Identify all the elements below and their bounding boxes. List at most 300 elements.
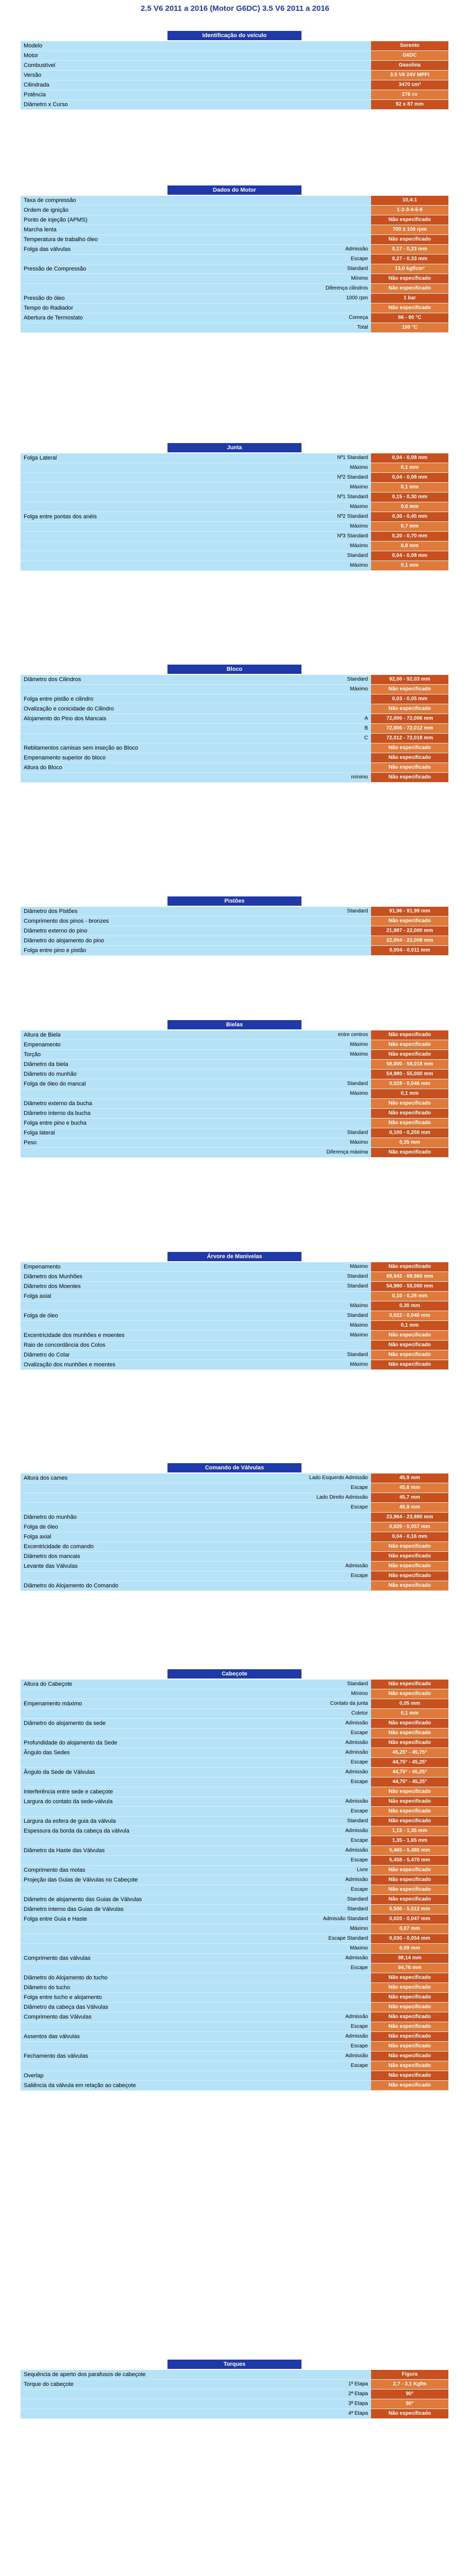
spec-value: Não especificado <box>371 1797 448 1806</box>
table-row <box>21 323 448 333</box>
spec-value: Não especificado <box>371 2052 448 2061</box>
table-row <box>21 1944 448 1954</box>
spec-value: 0,1 mm <box>371 483 448 492</box>
table-row <box>21 1719 448 1728</box>
spec-condition <box>301 936 371 945</box>
spec-label <box>21 2399 301 2409</box>
section-header: Comando de Válvulas <box>167 1463 301 1472</box>
spec-value: 58,000 - 58,018 mm <box>371 1060 448 1069</box>
spec-label: Ovalização e conicidade do Cilindro <box>24 706 114 712</box>
spec-condition: Escape <box>350 1504 368 1510</box>
spec-condition: Admissão <box>345 2033 368 2039</box>
spec-label: Excentricidade dos munhões e moentes <box>24 1332 125 1338</box>
table-row <box>21 675 448 685</box>
spec-condition: Standard <box>347 1681 368 1687</box>
spec-value: Não especificado <box>371 2012 448 2022</box>
spec-condition: Admissão <box>345 1720 368 1726</box>
spec-value: 54,980 - 55,000 mm <box>371 1282 448 1291</box>
spec-label <box>21 561 301 570</box>
spec-value: Não especificado <box>371 1331 448 1340</box>
section <box>21 665 448 783</box>
spec-value: Não especificado <box>371 1728 448 1738</box>
table-row <box>21 235 448 245</box>
spec-value: 0,100 - 0,250 mm <box>371 1128 448 1138</box>
spec-value: Não especificado <box>371 2081 448 2090</box>
table-row <box>21 1797 448 1807</box>
table-row <box>21 1571 448 1581</box>
spec-value: 276 cv <box>371 90 448 99</box>
spec-condition <box>301 61 371 70</box>
spec-value: 0,1 mm <box>371 1089 448 1098</box>
spec-value: 72,012 - 72,018 mm <box>371 734 448 743</box>
spec-condition: Admissão <box>345 2014 368 2020</box>
table-row <box>21 453 448 463</box>
page-title: 2.5 V6 2011 a 2016 (Motor G6DC) 3.5 V6 2011 a 2016 <box>140 4 330 13</box>
table-row <box>21 2380 448 2389</box>
spec-label <box>21 473 301 482</box>
spec-value: 98,14 mm <box>371 1954 448 1963</box>
table-row <box>21 2071 448 2081</box>
spec-condition: 2ª Etapa <box>348 2391 368 2397</box>
spec-condition <box>301 1341 371 1350</box>
table-row <box>21 1138 448 1148</box>
spec-value: 5,458 - 5,470 mm <box>371 1856 448 1865</box>
spec-value: 100 °C <box>371 323 448 332</box>
spec-condition: 1ª Etapa <box>348 2381 368 2387</box>
table-row <box>21 532 448 541</box>
spec-value: 0,020 - 0,047 mm <box>371 1914 448 1924</box>
spec-condition: Diferença cilindros <box>325 285 368 291</box>
table-row <box>21 1768 448 1777</box>
table-row <box>21 245 448 255</box>
spec-condition: Escape <box>350 2024 368 2029</box>
table-row <box>21 284 448 294</box>
spec-label <box>21 1924 301 1934</box>
spec-value: 72,006 - 72,012 mm <box>371 724 448 733</box>
spec-condition: Escape <box>350 1759 368 1765</box>
spec-condition: Diferença máxima <box>326 1149 368 1155</box>
spec-condition <box>301 1118 371 1128</box>
spec-condition: Standard <box>347 1906 368 1912</box>
spec-condition <box>301 946 371 955</box>
spec-label: Ângulo das Sedes <box>24 1750 70 1756</box>
table-row <box>21 90 448 100</box>
spec-label <box>21 1944 301 1953</box>
spec-condition: Máximo <box>349 563 368 568</box>
spec-label: Excentricidade do comando <box>24 1544 94 1550</box>
spec-label: Taxa de compressão <box>24 197 76 204</box>
spec-value: Gasolina <box>371 61 448 70</box>
spec-label: Folga das válvulas <box>24 246 71 252</box>
table-row <box>21 215 448 225</box>
spec-label <box>21 685 301 694</box>
spec-condition: Total <box>357 325 368 330</box>
spec-value: 0,8 mm <box>371 541 448 551</box>
table-row <box>21 1680 448 1689</box>
table-row <box>21 1522 448 1532</box>
table-row <box>21 522 448 532</box>
spec-condition: Escape <box>350 1573 368 1579</box>
table-row <box>21 1272 448 1282</box>
spec-label <box>21 1807 301 1816</box>
table-row <box>21 1341 448 1350</box>
spec-label: Altura do Cabeçote <box>24 1681 73 1687</box>
table-row <box>21 1954 448 1963</box>
spec-value: 0,09 mm <box>371 1944 448 1953</box>
spec-value: 45,6 mm <box>371 1483 448 1493</box>
spec-condition: Máximo <box>349 1945 368 1951</box>
spec-label: Folga entre pistão e cilindro <box>24 696 94 702</box>
spec-label <box>21 1963 301 1973</box>
spec-label <box>21 532 301 541</box>
spec-condition: Escape <box>350 1730 368 1736</box>
spec-value: 0,022 - 0,040 mm <box>371 1311 448 1320</box>
table-row <box>21 1934 448 1944</box>
spec-value: Não especificado <box>371 704 448 714</box>
spec-condition: Admissão <box>345 1828 368 1834</box>
spec-condition: Standard <box>347 908 368 914</box>
spec-label: Raio de concordância dos Colos <box>24 1342 106 1348</box>
spec-condition <box>301 90 371 99</box>
spec-value: Não especificado <box>371 1542 448 1551</box>
section-header: Junta <box>167 443 301 452</box>
spec-label <box>21 1836 301 1845</box>
spec-value: Não especificado <box>371 743 448 753</box>
table-row <box>21 1817 448 1826</box>
table-row <box>21 1128 448 1138</box>
spec-value: Não especificado <box>371 1050 448 1059</box>
spec-label: Motor <box>24 53 39 59</box>
spec-label: Diâmetro interno da bucha <box>24 1110 91 1116</box>
section-header: Dados do Motor <box>167 185 301 195</box>
spec-value: Não especificado <box>371 1983 448 1992</box>
table-row <box>21 255 448 264</box>
table-row <box>21 1728 448 1738</box>
table-row <box>21 551 448 561</box>
spec-value: 92 x 87 mm <box>371 100 448 109</box>
spec-value: 90° <box>371 2399 448 2409</box>
table-row <box>21 685 448 694</box>
spec-value: 0,1 mm <box>371 561 448 570</box>
table-row <box>21 704 448 714</box>
section <box>21 1020 448 1158</box>
table-row <box>21 1895 448 1905</box>
spec-condition: Máximo <box>349 484 368 490</box>
table-row <box>21 1866 448 1875</box>
table-row <box>21 2081 448 2091</box>
spec-value: Não especificado <box>371 685 448 694</box>
spec-value: 44,75° - 45,25° <box>371 1777 448 1787</box>
spec-value: 0,27 - 0,33 mm <box>371 255 448 264</box>
spec-condition <box>301 2370 371 2379</box>
spec-label: Diâmetro dos Pistões <box>24 908 78 914</box>
spec-value: Não especificado <box>371 1040 448 1049</box>
spec-value: 2,7 - 3,1 Kgfm <box>371 2380 448 2389</box>
spec-value: Não especificado <box>371 2003 448 2012</box>
spec-condition <box>301 235 371 244</box>
spec-condition <box>301 1109 371 1118</box>
spec-label: Diâmetro do Alojamento do tucho <box>24 1975 108 1981</box>
spec-label <box>21 734 301 743</box>
spec-table <box>21 1030 448 1158</box>
section <box>21 2360 448 2419</box>
table-row <box>21 1914 448 1924</box>
table-row <box>21 1473 448 1483</box>
table-row <box>21 2370 448 2380</box>
table-row <box>21 1826 448 1836</box>
table-row <box>21 303 448 313</box>
table-row <box>21 1360 448 1370</box>
spec-condition: entre centros <box>338 1032 368 1038</box>
spec-condition <box>301 303 371 313</box>
spec-condition: Standard <box>347 1130 368 1136</box>
spec-condition: Standard <box>347 1283 368 1289</box>
spec-label: Diâmetro do munhão <box>24 1071 77 1077</box>
section <box>21 896 448 956</box>
spec-label <box>21 2061 301 2071</box>
spec-condition <box>301 1099 371 1108</box>
spec-label: Diâmetro externo da bucha <box>24 1100 92 1107</box>
spec-label <box>21 284 301 293</box>
spec-label: Peso <box>24 1140 37 1146</box>
table-row <box>21 1262 448 1272</box>
spec-condition <box>301 100 371 109</box>
spec-label <box>21 1709 301 1718</box>
spec-label <box>21 1689 301 1699</box>
spec-value: 86 - 90 °C <box>371 313 448 323</box>
table-row <box>21 561 448 571</box>
table-row <box>21 1973 448 1983</box>
spec-label: Altura dos cames <box>24 1475 68 1481</box>
table-row <box>21 1060 448 1070</box>
spec-value: Não especificado <box>371 284 448 293</box>
table-row <box>21 1689 448 1699</box>
spec-label <box>21 1321 301 1330</box>
table-row <box>21 1331 448 1341</box>
spec-label: Folga de óleo <box>24 1524 58 1530</box>
spec-condition <box>301 694 371 704</box>
spec-condition: Máximo <box>349 1362 368 1367</box>
spec-condition: Máximo <box>349 686 368 692</box>
table-row <box>21 473 448 483</box>
spec-label: Empenamento superior do bloco <box>24 755 106 761</box>
section <box>21 443 448 571</box>
spec-label: Diâmetro do alojamento do pino <box>24 938 104 944</box>
table-row <box>21 2389 448 2399</box>
spec-label <box>21 483 301 492</box>
table-row <box>21 1846 448 1856</box>
spec-label: Sequência de aperto dos parafusos de cabeçote <box>24 2371 146 2378</box>
spec-label <box>21 1483 301 1493</box>
spec-value: 0,04 - 0,08 mm <box>371 473 448 482</box>
spec-condition: Máximo <box>349 1140 368 1145</box>
spec-table <box>21 1680 448 2091</box>
table-row <box>21 1963 448 1973</box>
spec-label: Levante das Válvulas <box>24 1563 78 1569</box>
spec-condition <box>301 1542 371 1551</box>
spec-label <box>21 1503 301 1512</box>
spec-condition: Admissão <box>345 1769 368 1775</box>
spec-label: Folga lateral <box>24 1130 55 1136</box>
section-header: Bielas <box>167 1020 301 1029</box>
spec-value: Não especificado <box>371 1973 448 1982</box>
spec-label: Folga entre tucho e alojamento <box>24 1994 102 2001</box>
spec-label: Diâmetro do Alojamento do Comando <box>24 1583 119 1589</box>
spec-condition: Standard <box>347 676 368 682</box>
table-row <box>21 1709 448 1719</box>
spec-condition: Admissão Standard <box>323 1916 368 1922</box>
table-row <box>21 1301 448 1311</box>
spec-condition: Máximo <box>349 504 368 510</box>
spec-value: 1 bar <box>371 294 448 303</box>
spec-value: 0,04 - 0,08 mm <box>371 551 448 561</box>
spec-label: Abertura de Termostato <box>24 315 83 321</box>
spec-label: Diâmetro x Curso <box>24 101 68 108</box>
table-row <box>21 41 448 51</box>
spec-label: Diâmetro da biela <box>24 1061 69 1067</box>
spec-value: 22,004 - 22,008 mm <box>371 936 448 945</box>
table-row <box>21 1282 448 1292</box>
spec-label: Assentos das válvulas <box>24 2033 80 2040</box>
spec-value: 0,30 mm <box>371 1301 448 1311</box>
spec-label: Diâmetro do alojamento da sede <box>24 1720 106 1726</box>
table-row <box>21 1040 448 1050</box>
spec-condition: Máximo <box>349 523 368 529</box>
table-row <box>21 274 448 284</box>
spec-value: Sorento <box>371 41 448 50</box>
table-row <box>21 753 448 763</box>
table-row <box>21 2052 448 2061</box>
spec-value: 0,30 - 0,45 mm <box>371 512 448 521</box>
table-row <box>21 1983 448 1993</box>
table-row <box>21 71 448 80</box>
table-row <box>21 2042 448 2052</box>
spec-condition: Escape <box>350 1965 368 1971</box>
spec-label <box>21 1148 301 1157</box>
spec-value: 0,030 - 0,054 mm <box>371 1934 448 1943</box>
spec-value: Não especificado <box>371 1341 448 1350</box>
spec-value: Não especificado <box>371 2071 448 2080</box>
table-row <box>21 926 448 936</box>
spec-value: Não especificado <box>371 1571 448 1581</box>
spec-value: Não especificado <box>371 2061 448 2071</box>
spec-condition <box>301 51 371 60</box>
table-row <box>21 724 448 734</box>
spec-label: Folga entre Guia e Haste <box>24 1916 87 1922</box>
spec-condition: Máximo <box>349 1332 368 1338</box>
spec-value: Não especificado <box>371 1118 448 1128</box>
table-row <box>21 1856 448 1866</box>
spec-table <box>21 907 448 956</box>
table-row <box>21 1292 448 1301</box>
spec-condition <box>301 1070 371 1079</box>
table-row <box>21 1885 448 1895</box>
spec-condition: Escape <box>350 2063 368 2069</box>
spec-label: Modelo <box>24 43 43 49</box>
spec-value: Não especificado <box>371 917 448 926</box>
spec-condition <box>301 71 371 80</box>
spec-label <box>21 463 301 472</box>
spec-condition: Livre <box>357 1867 368 1873</box>
table-row <box>21 1493 448 1503</box>
spec-condition: Contato da junta <box>330 1701 368 1706</box>
spec-label: Torque do cabeçote <box>24 2381 74 2387</box>
table-row <box>21 917 448 926</box>
spec-value: 0,07 mm <box>371 1924 448 1934</box>
spec-condition: mínimo <box>351 774 368 780</box>
spec-label: Ordem de ignição <box>24 207 69 213</box>
table-row <box>21 2032 448 2042</box>
spec-label: Diâmetro interno das Guias de Válvulas <box>24 1906 124 1912</box>
spec-label: Folga Lateral <box>24 455 57 461</box>
spec-label <box>21 1493 301 1502</box>
spec-condition: Escape <box>350 1857 368 1863</box>
spec-label <box>21 1777 301 1787</box>
spec-label <box>21 2022 301 2031</box>
table-row <box>21 1699 448 1709</box>
spec-value: 21,997 - 22,000 mm <box>371 926 448 936</box>
spec-value: Não especificado <box>371 1099 448 1108</box>
spec-condition <box>301 704 371 714</box>
spec-value: 23,964 - 23,980 mm <box>371 1513 448 1522</box>
spec-label: Folga de óleo <box>24 1313 58 1319</box>
spec-condition: Nº1 Standard <box>337 455 368 461</box>
spec-condition: Standard <box>347 1896 368 1902</box>
spec-label: Versão <box>24 72 42 78</box>
spec-condition <box>301 753 371 762</box>
spec-value: 72,000 - 72,006 mm <box>371 714 448 723</box>
spec-value: Não especificado <box>371 1895 448 1904</box>
spec-label <box>21 1885 301 1894</box>
spec-value: 44,75° - 45,25° <box>371 1768 448 1777</box>
spec-condition: Admissão <box>345 2053 368 2059</box>
spec-value: Não especificado <box>371 274 448 283</box>
spec-condition <box>301 2071 371 2080</box>
spec-label: Profundidade do alojamento da Sede <box>24 1740 118 1746</box>
spec-value: 1-2-3-4-5-6 <box>371 206 448 215</box>
spec-value: 1,15 - 1,35 mm <box>371 1826 448 1836</box>
spec-condition: Máximo <box>349 1926 368 1931</box>
table-row <box>21 1483 448 1493</box>
spec-condition: Escape <box>350 1887 368 1892</box>
spec-value: Não especificado <box>371 1552 448 1561</box>
spec-condition: Máximo <box>349 465 368 470</box>
spec-condition: Mínimo <box>351 1691 368 1697</box>
spec-label: Empenamento <box>24 1042 61 1048</box>
spec-value: 0,35 mm <box>371 1138 448 1147</box>
spec-condition: 1000 rpm <box>346 295 368 301</box>
spec-condition <box>301 2003 371 2012</box>
spec-condition: Máximo <box>349 1042 368 1047</box>
spec-label: Comprimento das válvulas <box>24 1955 91 1961</box>
spec-label: Fechamento das válvulas <box>24 2053 88 2059</box>
spec-condition <box>301 1292 371 1301</box>
table-row <box>21 1513 448 1522</box>
table-row <box>21 1905 448 1914</box>
spec-label: Folga de óleo do mancal <box>24 1081 86 1087</box>
table-row <box>21 264 448 274</box>
spec-value: 13,0 kgf/cm² <box>371 264 448 274</box>
table-row <box>21 541 448 551</box>
spec-condition: Admissão <box>345 1563 368 1569</box>
spec-label: Espessura da borda da cabeça da válvula <box>24 1828 129 1834</box>
section <box>21 1463 448 1591</box>
spec-condition: Nº2 Standard <box>337 514 368 519</box>
table-row <box>21 313 448 323</box>
spec-condition: Máximo <box>349 1264 368 1269</box>
spec-condition: Lado Esquerdo Admissão <box>309 1475 368 1481</box>
spec-value: Não especificado <box>371 1689 448 1699</box>
